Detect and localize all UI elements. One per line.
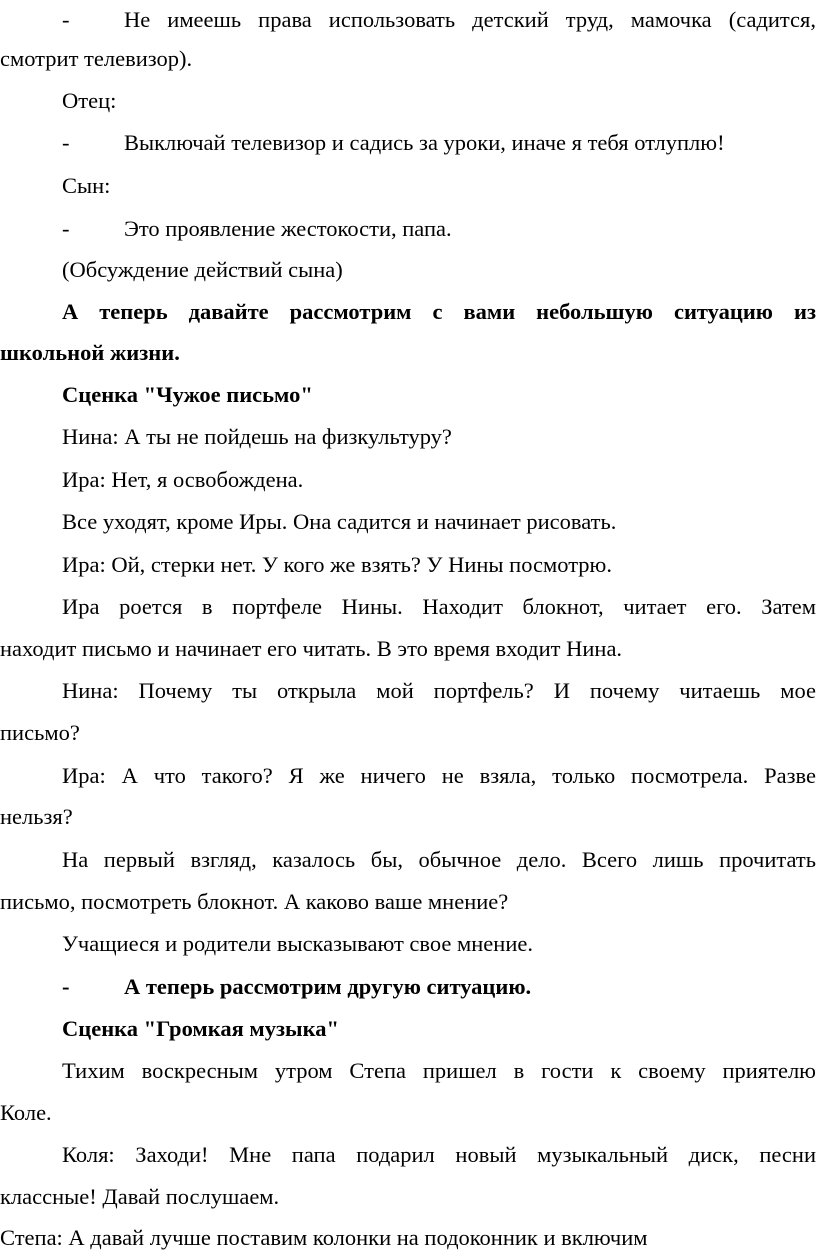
dialogue-text: Не имеешь права использовать детский труд, мамочка (садится, [124, 7, 816, 32]
text-line: Тихим воскресным утром Степа пришел в гости к своему приятелю [62, 1058, 816, 1083]
text-line: Степа: А давай лучше поставим колонки на подоконник и включим [0, 1225, 648, 1250]
dialogue-text: А теперь рассмотрим другую ситуацию. [124, 974, 532, 999]
text-line: На первый взгляд, казалось бы, обычное дело. Всего лишь прочитать [62, 847, 816, 872]
text-line: смотрит телевизор). [0, 46, 193, 71]
dash-marker: - [62, 216, 70, 241]
text-line: Ира: А что такого? Я же ничего не взяла, только посмотрела. Разве [62, 763, 816, 788]
text-line: нельзя? [0, 804, 73, 829]
dialogue-text: Выключай телевизор и садись за уроки, иначе я тебя отлуплю! [124, 130, 725, 155]
scene-title: Сценка "Громкая музыка" [62, 1016, 339, 1041]
dash-marker: - [62, 130, 70, 155]
text-line: Коля: Заходи! Мне папа подарил новый музыкальный диск, песни [62, 1142, 816, 1167]
dialogue-line [0, 128, 816, 158]
text-line: Ира: Нет, я освобождена. [62, 467, 304, 492]
text-line: Учащиеся и родители высказывают свое мнение. [62, 931, 533, 956]
dialogue-line [0, 214, 816, 244]
dialogue-text: Это проявление жестокости, папа. [124, 216, 452, 241]
text-line: Коле. [0, 1100, 52, 1125]
dash-marker: - [62, 7, 70, 32]
text-line: Ира роется в портфеле Нины. Находит блокнот, читает его. Затем [62, 594, 816, 619]
dialogue-line [0, 972, 816, 1002]
speaker-label: Сын: [62, 173, 111, 198]
speaker-label: Отец: [62, 88, 117, 113]
text-line: Ира: Ой, стерки нет. У кого же взять? У Нины посмотрю. [62, 552, 612, 577]
bold-text-line: школьной жизни. [0, 340, 180, 365]
text-line: находит письмо и начинает его читать. В это время входит Нина. [0, 636, 623, 661]
bold-text-line: А теперь давайте рассмотрим с вами небольшую ситуацию из [62, 299, 816, 324]
dialogue-line [0, 5, 816, 35]
text-line: (Обсуждение действий сына) [62, 257, 343, 282]
text-line: Нина: Почему ты открыла мой портфель? И почему читаешь мое [62, 678, 816, 703]
text-line: Все уходят, кроме Иры. Она садится и начинает рисовать. [62, 509, 617, 534]
dash-marker: - [62, 974, 70, 999]
text-line: Нина: А ты не пойдешь на физкультуру? [62, 424, 452, 449]
text-line: письмо, посмотреть блокнот. А каково ваше мнение? [0, 889, 509, 914]
scene-title: Сценка "Чужое письмо" [62, 382, 313, 407]
text-line: письмо? [0, 720, 80, 745]
text-line: классные! Давай послушаем. [0, 1184, 280, 1209]
